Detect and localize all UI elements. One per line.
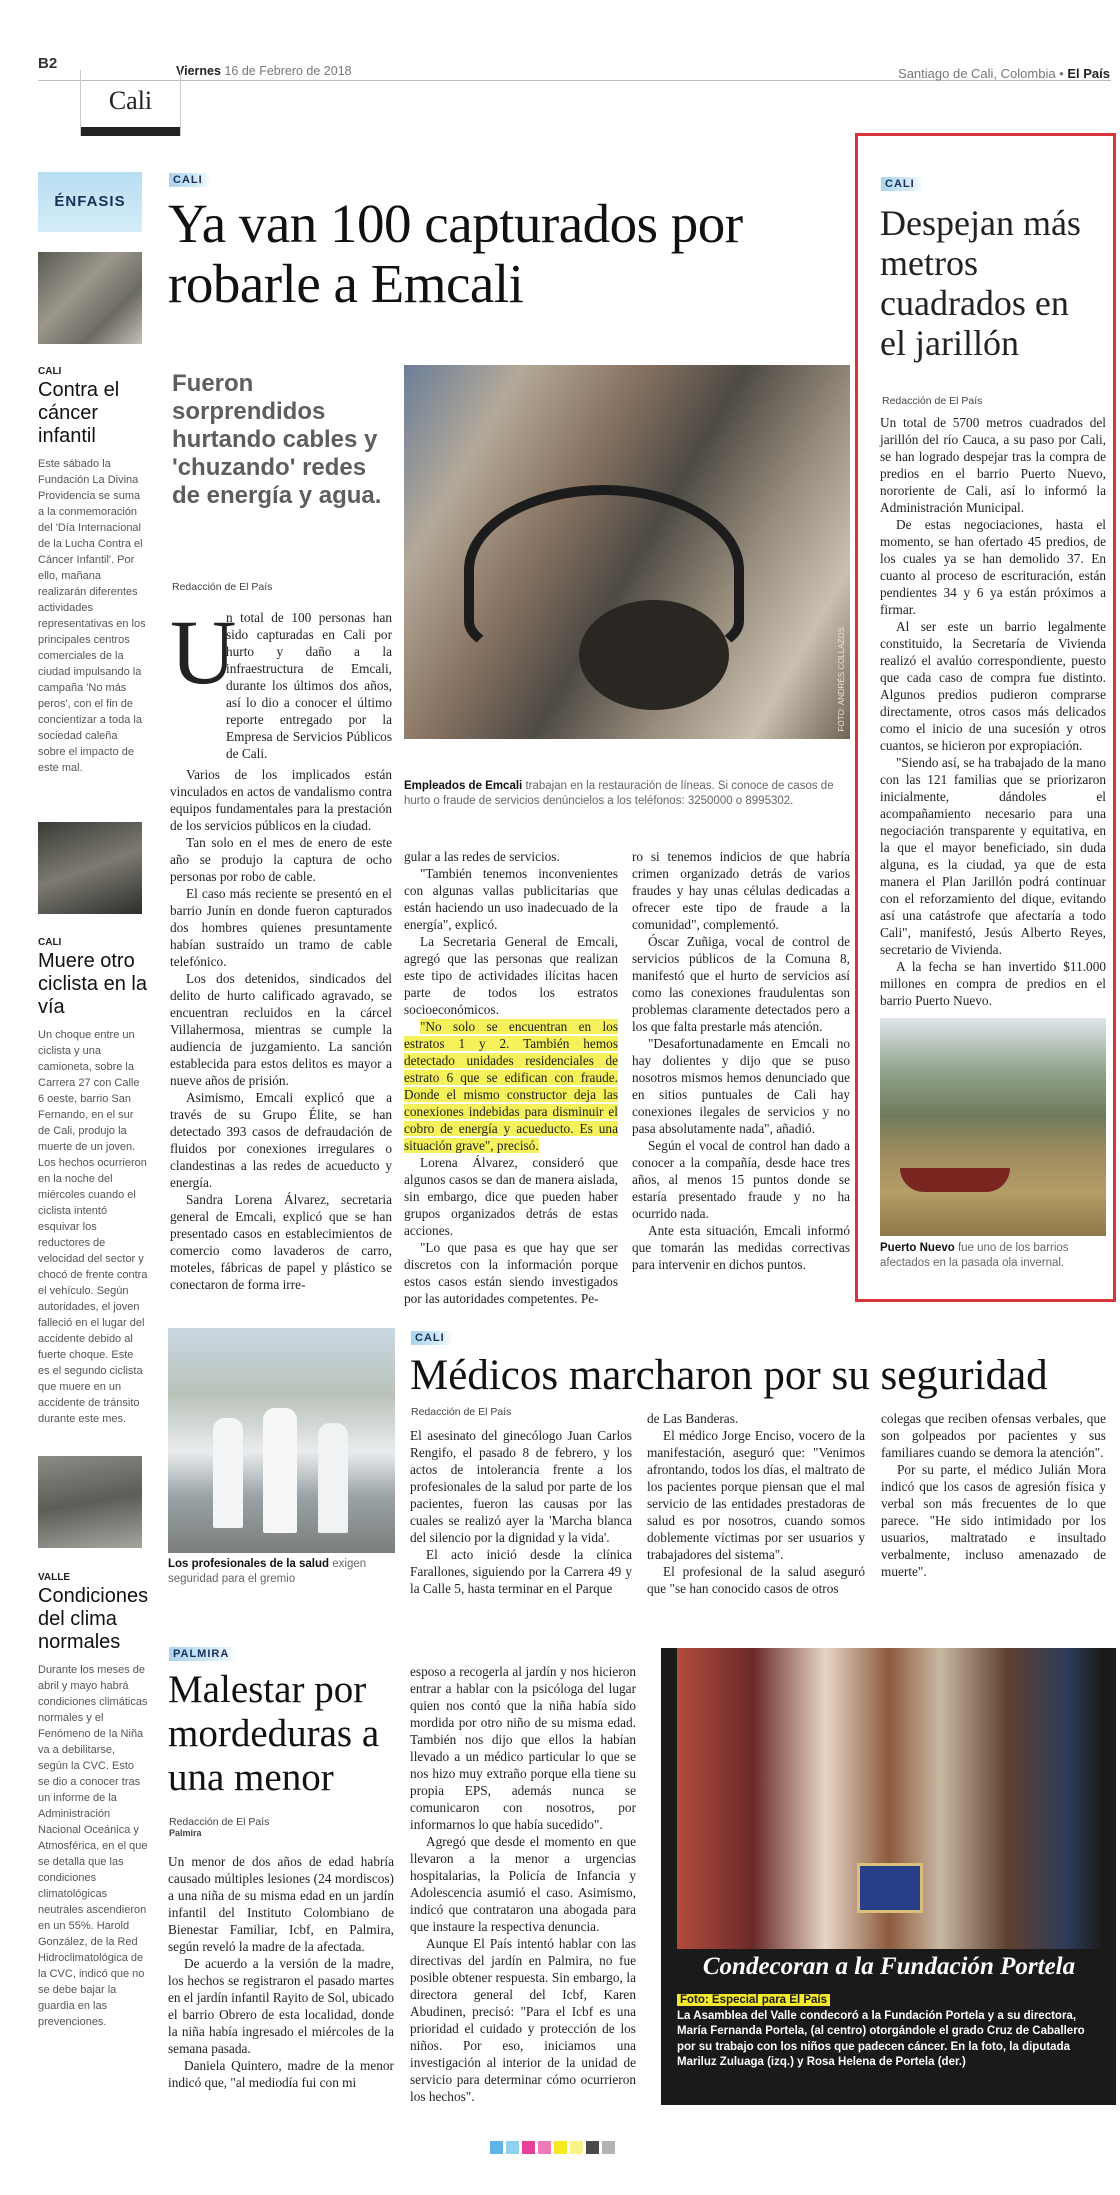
portela-photo-label: Foto: Especial para El País — [677, 1994, 830, 2006]
paragraph: Un menor de dos años de edad habría causado múltiples lesiones (24 mordiscos) a una niña de su misma edad en un jardín infantil del Instituto Colombiano de Bienestar Familiar, Icbf, en Palmira, según reveló la madre de la afectada. — [168, 1854, 394, 1954]
paragraph: Al ser este un barrio legalmente constituido, la Secretaría de Vivienda realizó el avalúo correspondiente, puesto que cada caso de compra fue distinto. Algunos predios pudieron comprarse directamente, otros casos más delicados como el inicio de una sucesión y otros cuantos, se hicieron por expropiación. — [880, 619, 1106, 753]
portela-box — [661, 1648, 1116, 2105]
main-byline: Redacción de El País — [172, 581, 273, 593]
paragraph: Por su parte, el médico Julián Mora indicó que los casos de agresión física y verbal son más frecuentes de lo que parece. "He sido intimidado por los usuarios, maltratado e insultado verbalmente, incluso amenazado de muerte". — [881, 1462, 1106, 1579]
section-bar — [81, 127, 180, 136]
medicos-column-2 — [647, 1410, 865, 1597]
sidebar-headline: Condiciones del clima normales — [38, 1585, 149, 1653]
main-story-tag: CALI — [169, 173, 211, 187]
main-headline: Ya van 100 capturados por robarle a Emcali — [168, 193, 743, 314]
sidebar-photo-bicycle — [38, 822, 142, 914]
section-box — [80, 70, 181, 136]
color-swatch — [570, 2141, 583, 2154]
portela-caption: La Asamblea del Valle condecoró a la Fundación Portela y a su directora, María Fernanda Portela, (al centro) otorgándole el grado Cruz de Caballero por su trabajo con los niños que padecen cáncer. En la foto, la diputada Mariluz Zuluaga (izq.) y Rosa Helena de Portela (der.) — [677, 2009, 1085, 2068]
paragraph: colegas que reciben ofensas verbales, que son golpeados por pacientes y sus familiares cuando se demora la atención". — [881, 1411, 1106, 1460]
right-story-tag: CALI — [881, 177, 923, 191]
header-date-text: 16 de Febrero de 2018 — [224, 64, 352, 78]
paragraph: Agregó que desde el momento en que llevaron a la menor a urgencias hospitalarias, la Policía de Infancia y Adolescencia asumió el caso. Asimismo, indicó que contrataron una abogada para que instaure la respectiva denuncia. — [410, 1834, 636, 1934]
color-swatch — [554, 2141, 567, 2154]
photo-credit: FOTO: ANDRÉS COLLAZOS — [837, 626, 846, 731]
paragraph: Tan solo en el mes de enero de este año se produjo la captura de ocho personas por robo de cable. — [170, 835, 392, 884]
right-photo-flood — [880, 1018, 1106, 1236]
sidebar-tag: VALLE — [38, 1572, 71, 1583]
photo-doctor-3 — [318, 1423, 348, 1533]
paragraph: Según el vocal de control han dado a conocer a la compañía, desde hace tres años, al menos 15 puntos donde se estaría presentado fraude y no ha ocurrido nada. — [632, 1138, 850, 1221]
sidebar-headline: Contra el cáncer infantil — [38, 379, 120, 447]
portela-photo — [677, 1648, 1101, 1949]
sidebar-item-ciclista — [38, 937, 148, 1427]
right-photo-caption — [880, 1241, 1106, 1271]
color-swatch — [602, 2141, 615, 2154]
right-body — [880, 414, 1106, 1009]
caption-text: trabajan en la restauración de líneas. Si conoce de casos de hurto o fraude de servicios denúncielos a los teléfonos: 3250000 o 8995302. — [404, 780, 834, 807]
main-column-2 — [404, 848, 618, 1307]
caption-text: fue uno de los barrios afectados en la pasada ola invernal. — [880, 1242, 1069, 1269]
paragraph: "Siendo así, se ha trabajado de la mano con las 121 familias que se priorizaron inicialmente, dándoles el acompañamiento necesario para una negociación transparente y equitativa, en la que el mayor beneficiado, sin duda alguna, es la ciudad, ya que de esta manera el Plan Jarillón podrá continuar con el reforzamiento del dique, evitando así una catástrofe que afectaría a todo Cali", manifestó, Jesús Alberto Reyes, secretario de Vivienda. — [880, 755, 1106, 957]
palmira-column-1 — [168, 1853, 394, 2091]
section-title: Cali — [108, 86, 153, 115]
paragraph: De acuerdo a la versión de la madre, los hechos se registraron el pasado martes en el jardín infantil Rayito de Sol, ubicado el barrio Obrero de esta localidad, donde la niña había ingresado el miércoles de la semana pasada. — [168, 1956, 394, 2056]
paragraph: "Desafortunadamente en Emcali no hay dolientes y dijo que se puso nosotros mismos hemos denunciado que en sitios puntuales de Cali hay conexiones ilegales de servicios y no pasa absolutamente nada", añadió. — [632, 1036, 850, 1136]
sidebar-photo-rain — [38, 1456, 142, 1548]
paragraph: El asesinato del ginecólogo Juan Carlos Rengifo, el pasado 8 de febrero, y los actos de intolerancia frente a los profesionales de la salud por parte de los pacientes, fueron las causas por las cuales se realizó ayer la 'Marcha blanca del silencio por la dignidad y la vida'. — [410, 1428, 632, 1545]
highlight-text: "No solo se encuentran en los estratos 1 y 2. También hemos detectado unidades residenciales de estrato 6 que se edifican con fraude. Donde el mismo constructor deja las conexiones indebidas para disminuir el cobro de energía y acueducto. Es una situación grave", precisó. — [404, 1019, 618, 1153]
paragraph: Lorena Álvarez, consideró que algunos casos se dan de manera aislada, sin embargo, dice que pueden haber grupos organizados detrás de estas acciones. — [404, 1155, 618, 1238]
caption-bold: Empleados de Emcali — [404, 780, 523, 792]
paragraph: Aunque El País intentó hablar con las directivas del jardín en Palmira, no fue posible obtener respuesta. Sin embargo, la directora general del Icbf, Karen Abudinen, precisó: "Para el Icbf es una prioridad el cuidado y protección de los niños. Por eso, iniciamos una investigación al interior de la unidad de servicio para determinar cómo ocurrieron los hechos". — [410, 1936, 636, 2104]
medicos-photo-caption — [168, 1557, 398, 1587]
main-column-3 — [632, 848, 850, 1273]
paragraph: El caso más reciente se presentó en el barrio Junín en donde fueron capturados dos hombres quienes presuntamente habían sustraído un tramo de cable telefónico. — [170, 886, 392, 969]
paragraph: A la fecha se han invertido $11.000 millones en compra de predios en el barrio Puerto Nuevo. — [880, 959, 1106, 1008]
medicos-column-3 — [881, 1410, 1106, 1580]
paragraph: de Las Banderas. — [647, 1411, 739, 1426]
portela-headline: Condecoran a la Fundación Portela — [702, 1953, 1076, 1980]
header-day: Viernes — [176, 64, 221, 78]
paragraph: Los dos detenidos, sindicados del delito de hurto calificado agravado, se encuentran recluidos en la cárcel Villahermosa, mientras se cumple la audiencia de juzgamiento. La sanción establecida para estos delitos es mayor a nueve años de prisión. — [170, 971, 392, 1088]
paragraph: La Secretaria General de Emcali, agregó que las personas que realizan este tipo de actividades ilícitas hacen parte de todos los estratos socioeconómicos. — [404, 934, 618, 1017]
main-lead — [170, 601, 392, 762]
paragraph: De estas negociaciones, hasta el momento, se han ofertado 45 predios, de los cuales ya se han demolido 37. En cuanto al proceso de escrituración, están pendientes 34 y 6 ya están próximos a firmar. — [880, 517, 1106, 617]
header-location — [898, 66, 1110, 81]
caption-bold: Puerto Nuevo — [880, 1242, 955, 1254]
header-paper: El País — [1067, 66, 1110, 81]
medicos-byline: Redacción de El País — [411, 1406, 512, 1418]
paragraph: esposo a recogerla al jardín y nos hicieron entrar a hablar con la psicóloga del lugar quien nos contó que la niña había sido mordida por otro niño de su misma edad. También nos dijo que ellos la habían llevado a un médico particular lo que se nos hizo muy extraño porque ella tiene su propia EPS, además nunca se comunicaron con nosotros, por informarnos lo que había sucedido". — [410, 1664, 636, 1832]
photo-doctor-2 — [263, 1408, 297, 1533]
paragraph: Varios de los implicados están vinculados en actos de vandalismo contra equipos fundamentales para la prestación de los servicios públicos en la ciudad. — [170, 767, 392, 833]
palmira-byline — [169, 1816, 269, 1838]
highlighted-quote — [404, 1018, 618, 1154]
color-swatch — [538, 2141, 551, 2154]
enfasis-label: ÉNFASIS — [38, 172, 142, 232]
sidebar-text: Este sábado la Fundación La Divina Providencia se suma a la conmemoración del 'Día Internacional de la Lucha Contra el Cáncer Infantil'. Por ello, mañana realizarán diferentes actividades representativas en los principales centros comerciales de la ciudad impulsando la campaña 'No más peros', con el fin de concientizar a toda la sociedad caleña sobre el impacto de este mal. — [38, 458, 146, 774]
main-column-1 — [170, 766, 392, 1293]
right-headline: Despejan más metros cuadrados en el jarillón — [880, 203, 1081, 363]
photo-doctor-1 — [213, 1418, 243, 1528]
paragraph: "Lo que pasa es que hay que ser discretos con la información porque estos casos están siendo investigados por las autoridades competentes. Pe- — [404, 1240, 618, 1306]
header-location-text: Santiago de Cali, Colombia • — [898, 66, 1064, 81]
medicos-tag: CALI — [411, 1331, 453, 1345]
sidebar-photo-children — [38, 252, 142, 344]
photo-medal — [857, 1863, 923, 1913]
photo-canoe — [900, 1168, 1010, 1192]
paragraph: El médico Jorge Enciso, vocero de la manifestación, aseguró que: "Venimos afrontando, todos los días, el maltrato de los pacientes porque piensan que el mal servicio de las entidades prestadoras de salud es por nosotros, cuando somos doblemente víctimas por ser usuarios y trabajadores del sistema". — [647, 1428, 865, 1562]
main-dropcap: U — [170, 601, 237, 703]
caption-text: exigen seguridad para el gremio — [168, 1558, 367, 1585]
paragraph: Ante esta situación, Emcali informó que tomarán las medidas correctivas para intervenir en dichos puntos. — [632, 1223, 850, 1272]
color-swatch — [506, 2141, 519, 2154]
caption-bold: Los profesionales de la salud — [168, 1558, 330, 1570]
main-photo-emcali — [404, 365, 850, 739]
paragraph: Sandra Lorena Álvarez, secretaria general de Emcali, explicó que se han presentado casos en establecimientos de comercio como lavaderos de carro, moteles, fábricas de papel y plástico se conectaron de forma irre- — [170, 1192, 392, 1292]
color-swatch — [490, 2141, 503, 2154]
color-swatch — [586, 2141, 599, 2154]
right-byline: Redacción de El País — [882, 395, 983, 407]
byline-text: Redacción de El País — [169, 1816, 270, 1828]
paragraph: El acto inició desde la clínica Farallones, siguiendo por la Carrera 49 y la Calle 5, hasta terminar en el Parque — [410, 1547, 632, 1596]
paragraph: Asimismo, Emcali explicó que a través de su Grupo Élite, se han detectado 393 casos de defraudación de fluidos por conexiones irregulares o clandestinas a las redes de acueducto y energía. — [170, 1090, 392, 1190]
sidebar-headline: Muere otro ciclista en la vía — [38, 950, 147, 1018]
medicos-photo — [168, 1328, 395, 1553]
paragraph: gular a las redes de servicios. — [404, 849, 560, 864]
paragraph: "También tenemos inconvenientes con algunas vallas publicitarias que están haciendo un uso inadecuado de la energía", explicó. — [404, 866, 618, 932]
medicos-headline: Médicos marcharon por su seguridad — [410, 1352, 1048, 1399]
sidebar-tag: CALI — [38, 366, 62, 377]
paragraph: Daniela Quintero, madre de la menor indicó que, "al mediodía fui con mi — [168, 2058, 394, 2090]
byline-city: Palmira — [169, 1828, 202, 1838]
color-swatch — [522, 2141, 535, 2154]
paragraph: Óscar Zuñiga, vocal de control de servicios públicos de la Comuna 8, manifestó que el hurto de servicios así como las conexiones fraudulentas son problemas claramente detectados pero a los que falta prestarle más atención. — [632, 934, 850, 1034]
paragraph: ro si tenemos indicios de que habría crimen organizado detrás de varios fraudes y hay unas células dedicadas a ofrecer este tipo de fraude a la comunidad", complementó. — [632, 849, 850, 932]
palmira-headline: Malestar por mordeduras a una menor — [168, 1668, 380, 1799]
sidebar-text: Un choque entre un ciclista y una camioneta, sobre la Carrera 27 con Calle 6 oeste, barrio San Fernando, en el sur de Cali, produjo la muerte de un joven. Los hechos ocurrieron en la noche del miércoles cuando el ciclista intentó esquivar los reductores de velocidad del sector y chocó de frente contra el vehículo. Según autoridades, el joven falleció en el lugar del accidente debido al fuerte choque. Este es el segundo ciclista que muere en un accidente de tránsito durante este mes. — [38, 1029, 148, 1425]
header-date — [176, 64, 352, 78]
main-subhead: Fueron sorprendidos hurtando cables y 'chuzando' redes de energía y agua. — [172, 370, 382, 509]
paragraph: El profesional de la salud aseguró que "se han conocido casos de otros — [647, 1564, 865, 1596]
sidebar-text: Durante los meses de abril y mayo habrá condiciones climáticas normales y el Fenómeno de la Niña va a debilitarse, según la CVC. Esto se dio a conocer tras un informe de la Administración Nacional Oceánica y Atmosférica, en el que se detalla que las condiciones climatológicas neutrales ascendieron en un 55%. Harold González, de la Red Hidroclimatológica de la CVC, indicó que no se debe bajar la guardia en las prevenciones. — [38, 1664, 148, 2028]
sidebar-item-clima — [38, 1572, 148, 2030]
sidebar-tag: CALI — [38, 937, 62, 948]
photo-cable — [464, 485, 744, 655]
palmira-tag: PALMIRA — [169, 1647, 237, 1661]
lead-paragraph: n total de 100 personas han sido capturadas en Cali por hurto y daño a la infraestructura de Emcali, durante los últimos dos años, así lo dio a conocer el último reporte entregado por la Empresa de Servicios Públicos de Cali. — [226, 610, 392, 761]
main-photo-caption — [404, 779, 850, 809]
palmira-column-2 — [410, 1663, 636, 2105]
color-registration-bar — [490, 2141, 618, 2154]
medicos-column-1 — [410, 1427, 632, 1597]
sidebar-item-cancer — [38, 366, 148, 776]
page-number: B2 — [38, 55, 58, 72]
paragraph: Un total de 5700 metros cuadrados del jarillón del río Cauca, a su paso por Cali, se han logrado despejar tras la compra de predios en el barrio Puerto Nuevo, nororiente de Cali, así lo informó la Administración Municipal. — [880, 415, 1106, 515]
portela-caption-block — [677, 1993, 1101, 2071]
